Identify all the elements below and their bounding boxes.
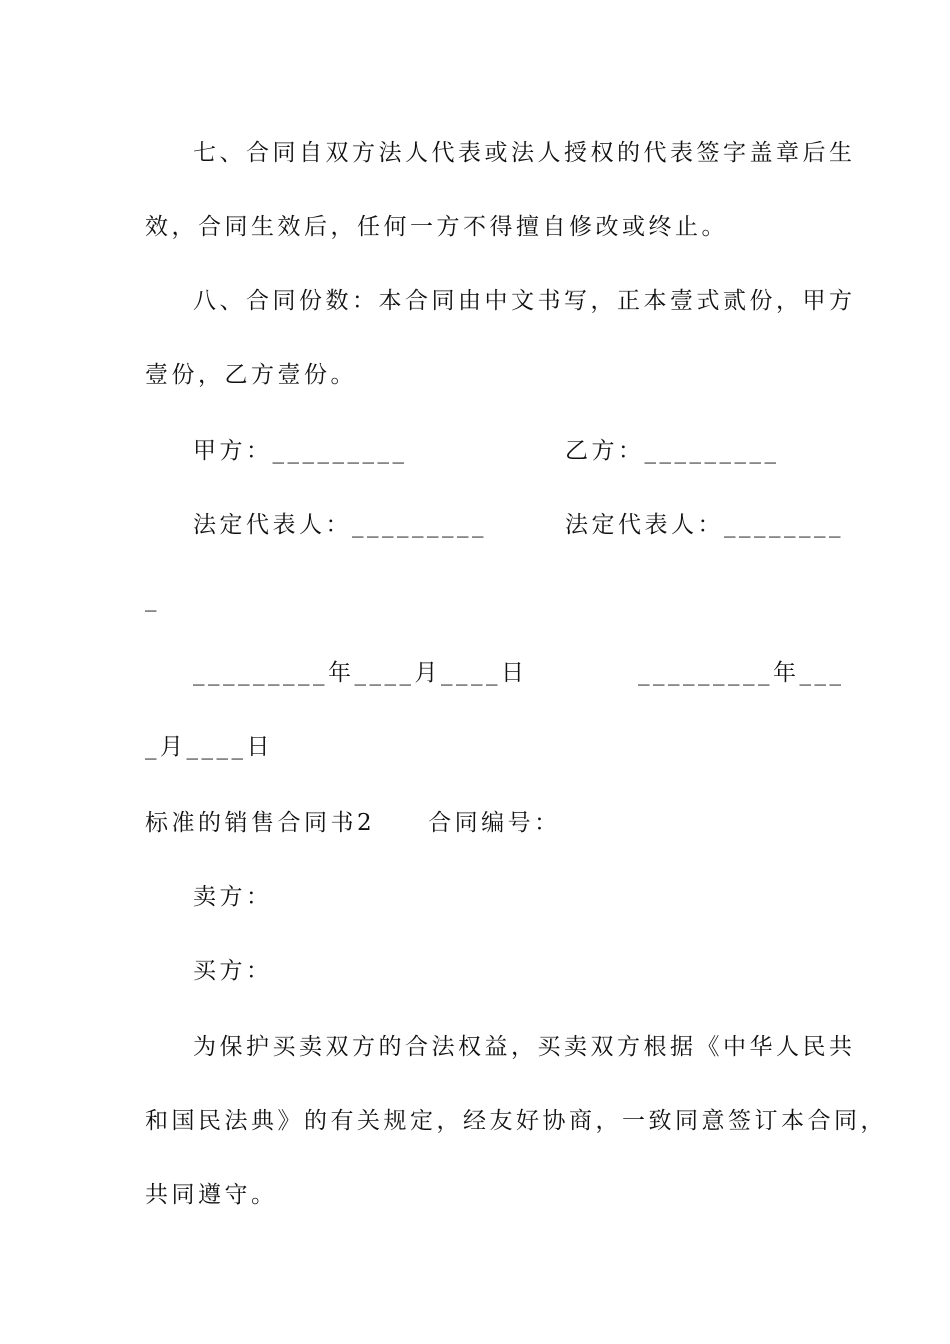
clause-8-line-1: 八、合同份数：本合同由中文书写，正本壹式贰份，甲方: [193, 288, 856, 314]
intro-line-3: 共同遵守。: [145, 1182, 278, 1208]
party-b-date-line: _________年___: [638, 660, 845, 686]
buyer-line: 买方：: [193, 958, 273, 984]
contract-2-heading: 标准的销售合同书2 合同编号：: [145, 810, 561, 836]
party-a-date-line: _________年____月____日: [193, 660, 528, 686]
party-b-signature-line: 乙方：_________: [565, 438, 780, 464]
intro-line-1: 为保护买卖双方的合法权益，买卖双方根据《中华人民共: [193, 1034, 856, 1060]
party-b-date-wrap: _月____日: [145, 734, 273, 760]
party-b-representative-wrap: _: [145, 586, 160, 612]
clause-8-line-2: 壹份，乙方壹份。: [145, 362, 357, 388]
party-b-representative-line: 法定代表人：________: [565, 512, 844, 538]
party-a-signature-line: 甲方：_________: [193, 438, 408, 464]
intro-line-2: 和国民法典》的有关规定，经友好协商，一致同意签订本合同，: [145, 1108, 887, 1134]
clause-7-line-2: 效，合同生效后，任何一方不得擅自修改或终止。: [145, 214, 728, 240]
party-a-representative-line: 法定代表人：_________: [193, 512, 487, 538]
seller-line: 卖方：: [193, 884, 273, 910]
clause-7-line-1: 七、合同自双方法人代表或法人授权的代表签字盖章后生: [193, 140, 856, 166]
